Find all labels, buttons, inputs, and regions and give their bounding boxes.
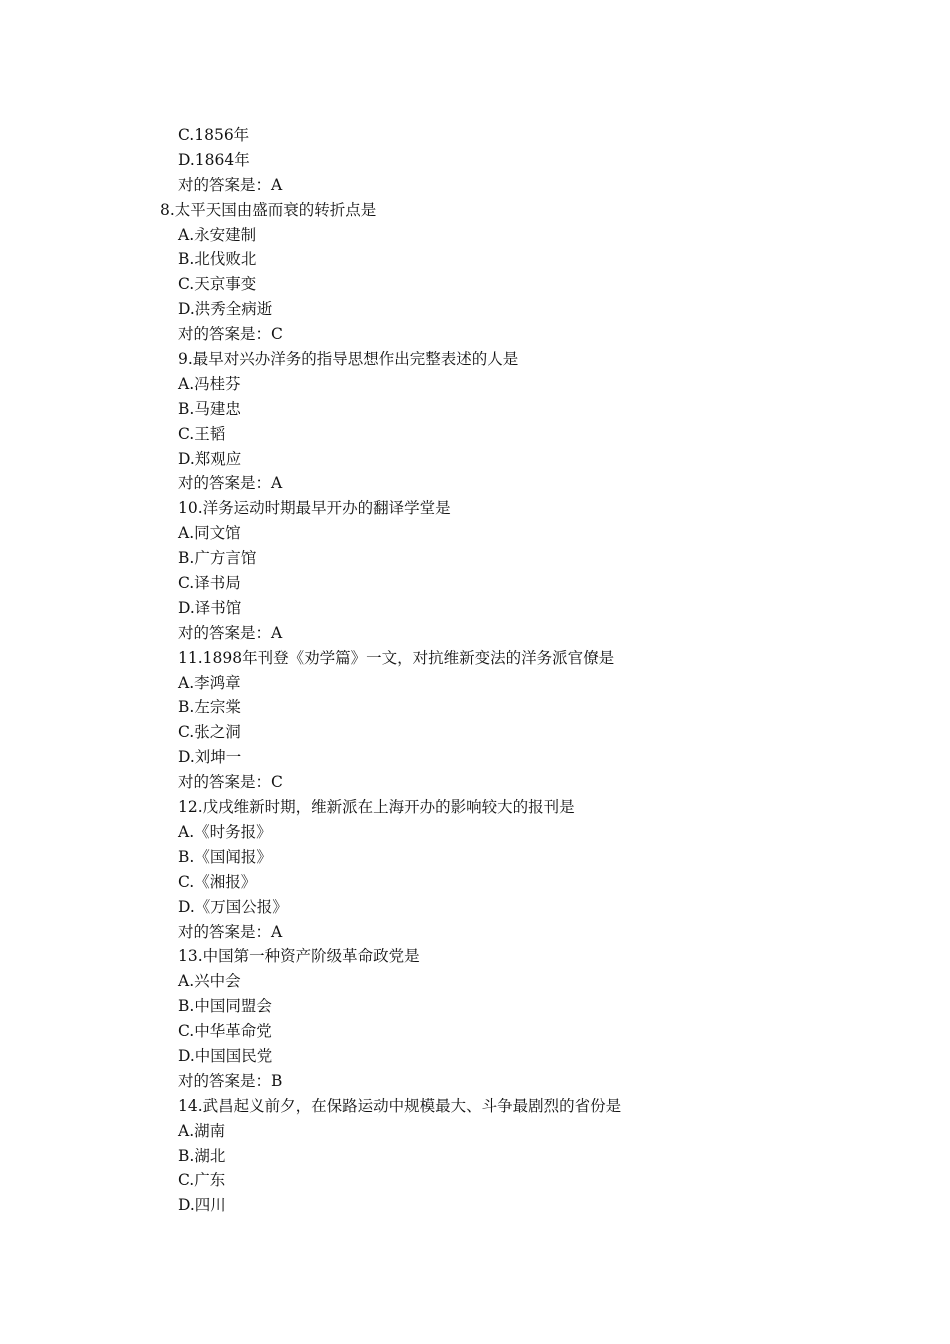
option-line: A.湖南	[178, 1121, 226, 1140]
option-line: B.湖北	[178, 1146, 226, 1165]
question-line: 13.中国第一种资产阶级革命政党是	[178, 947, 420, 966]
option-line: C.中华革命党	[178, 1022, 272, 1041]
option-line: A.永安建制	[178, 225, 257, 244]
option-line: C.1856年	[178, 126, 250, 144]
option-line: B.广方言馆	[178, 549, 257, 568]
option-line: B.北伐败北	[178, 250, 257, 269]
option-line: A.《时务报》	[178, 822, 272, 841]
option-line: D.刘坤一	[178, 748, 242, 767]
option-line: C.广东	[178, 1171, 226, 1190]
option-line: D.译书馆	[178, 598, 242, 617]
option-line: A.冯桂芬	[178, 374, 241, 393]
option-line: C.天京事变	[178, 275, 257, 294]
option-line: B.马建忠	[178, 399, 241, 418]
quiz-content	[0, 123, 950, 1218]
option-line: C.王韬	[178, 424, 226, 443]
answer-line: 对的答案是：A	[178, 474, 283, 493]
option-line: B.左宗棠	[178, 698, 241, 717]
answer-line: 对的答案是：C	[178, 773, 283, 792]
option-line: D.四川	[178, 1196, 226, 1215]
option-line: D.《万国公报》	[178, 897, 288, 916]
option-line: C.张之洞	[178, 723, 241, 742]
question-line: 9.最早对兴办洋务的指导思想作出完整表述的人是	[178, 350, 519, 369]
option-line: C.译书局	[178, 574, 241, 593]
option-line: C.《湘报》	[178, 872, 257, 891]
answer-line: 对的答案是：A	[178, 623, 283, 642]
option-line: D.郑观应	[178, 449, 242, 468]
answer-line: 对的答案是：A	[178, 175, 283, 194]
option-line: D.洪秀全病逝	[178, 300, 273, 319]
question-line: 14.武昌起义前夕，在保路运动中规模最大、斗争最剧烈的省份是	[178, 1096, 622, 1115]
question-line: 10.洋务运动时期最早开办的翻译学堂是	[178, 499, 451, 518]
option-line: A.李鸿章	[178, 673, 241, 692]
option-line: A.兴中会	[178, 972, 241, 991]
answer-line: 对的答案是：C	[178, 325, 283, 344]
question-line: 11.1898年刊登《劝学篇》一文，对抗维新变法的洋务派官僚是	[178, 648, 615, 667]
question-line: 8.太平天国由盛而衰的转折点是	[160, 200, 377, 219]
answer-line: 对的答案是：B	[178, 1071, 283, 1090]
option-line: B.中国同盟会	[178, 997, 272, 1016]
option-line: A.同文馆	[178, 524, 241, 543]
option-line: B.《国闻报》	[178, 847, 272, 866]
answer-line: 对的答案是：A	[178, 922, 283, 941]
question-line: 12.戊戌维新时期，维新派在上海开办的影响较大的报刊是	[178, 798, 575, 817]
option-line: D.中国国民党	[178, 1046, 273, 1065]
option-line: D.1864年	[178, 150, 250, 169]
